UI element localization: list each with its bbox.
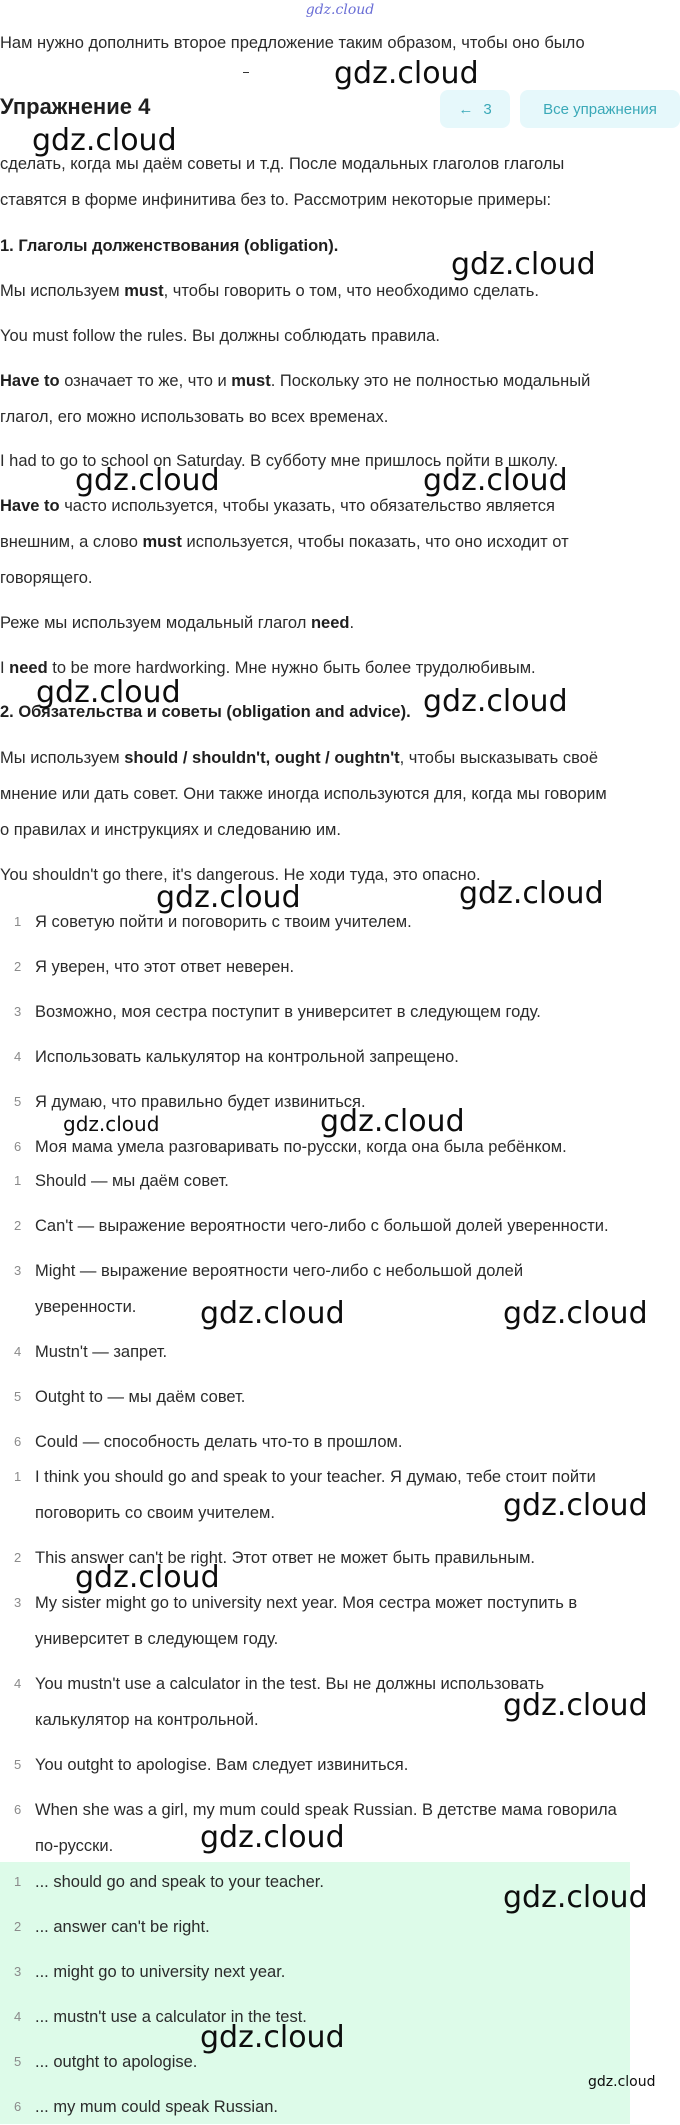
watermark: gdz.cloud: [503, 1296, 648, 1331]
text-part: часто используется, чтобы указать, что обязательство является: [59, 497, 555, 515]
text-part: внешним, а слово: [0, 533, 143, 551]
item-text: You mustn't use a calculator in the test. Вы не должны использовать: [35, 1675, 545, 1693]
watermark: gdz.cloud: [200, 1296, 345, 1331]
text-part: используется, чтобы показать, что оно исходит от: [181, 533, 569, 551]
item-number: 4: [14, 2009, 22, 2024]
item-text: My sister might go to university next year. Моя сестра может поступить в: [35, 1594, 578, 1612]
item-text: уверенности.: [35, 1298, 137, 1316]
answer-text: ... mustn't use a calculator in the test.: [35, 2008, 307, 2026]
text-part: to be more hardworking. Мне нужно быть более трудолюбивым.: [47, 659, 536, 677]
watermark: gdz.cloud: [200, 1820, 345, 1855]
text-bold: must: [124, 282, 164, 300]
item-text: I think you should go and speak to your teacher. Я думаю, тебе стоит пойти: [35, 1468, 596, 1486]
watermark: gdz.cloud: [459, 876, 604, 911]
item-text: университет в следующем году.: [35, 1630, 279, 1648]
item-number: 2: [14, 1919, 22, 1934]
theory-text: говорящего.: [0, 569, 93, 587]
item-number: 4: [14, 1676, 22, 1691]
answer-text: ... outght to apologise.: [35, 2053, 198, 2071]
theory-text: сделать, когда мы даём советы и т.д. После модальных глаголов глаголы: [0, 155, 565, 173]
item-text: You outght to apologise. Вам следует извиниться.: [35, 1756, 409, 1774]
item-number: 2: [14, 1550, 22, 1565]
text-bold: must: [142, 533, 182, 551]
watermark: gdz.cloud: [200, 2020, 345, 2055]
text-part: . Поскольку это не полностью модальный: [270, 372, 591, 390]
theory-text: [0, 524, 680, 560]
heading-text: 1. Глаголы долженствования (obligation).: [0, 237, 339, 255]
item-text: Моя мама умела разговаривать по-русски, когда она была ребёнком.: [35, 1138, 567, 1156]
item-number: 3: [14, 1004, 22, 1019]
theory-text: глагол, его можно использовать во всех временах.: [0, 408, 389, 426]
text-part: означает то же, что и: [59, 372, 232, 390]
exercise-title: Упражнение 4: [0, 94, 151, 119]
answer-text: ... my mum could speak Russian.: [35, 2098, 279, 2116]
arrow-left-icon: ←: [458, 100, 474, 118]
answer-text: ... answer can't be right.: [35, 1918, 210, 1936]
theory-text: [0, 740, 680, 776]
watermark: gdz.cloud: [451, 247, 596, 282]
heading-text: 2. Обязательства и советы (obligation and advice).: [0, 703, 411, 721]
theory-text: [0, 363, 680, 399]
item-number: 3: [14, 1964, 22, 1979]
example-sentence: I had to go to school on Saturday. В субботу мне пришлось пойти в школу.: [0, 452, 559, 470]
prev-exercise-label: 3: [483, 100, 492, 118]
site-logo[interactable]: gdz.cloud: [305, 2, 375, 18]
item-text: Outght to — мы даём совет.: [35, 1388, 246, 1406]
item-number: 6: [14, 1434, 22, 1449]
item-text: Mustn't — запрет.: [35, 1343, 168, 1361]
text-bold: Have to: [0, 372, 60, 390]
item-number: 1: [14, 1874, 22, 1889]
item-text: When she was a girl, my mum could speak Russian. В детстве мама говорила: [35, 1801, 617, 1819]
item-number: 5: [14, 1094, 22, 1109]
item-number: 1: [14, 1469, 22, 1484]
item-text: This answer can't be right. Этот ответ не может быть правильным.: [35, 1549, 536, 1567]
watermark: gdz.cloud: [423, 463, 568, 498]
item-text: калькулятор на контрольной.: [35, 1711, 259, 1729]
item-number: 6: [14, 2099, 22, 2114]
watermark: gdz.cloud: [503, 1880, 648, 1915]
item-number: 6: [14, 1802, 22, 1817]
item-number: 3: [14, 1595, 22, 1610]
watermark: gdz.cloud: [334, 56, 479, 91]
item-number: 5: [14, 2054, 22, 2069]
item-number: 5: [14, 1757, 22, 1772]
theory-text: ставятся в форме инфинитива без to. Рассмотрим некоторые примеры:: [0, 191, 552, 209]
text-part: .: [349, 614, 355, 632]
answer-text: ... might go to university next year.: [35, 1963, 286, 1981]
text-part: I: [0, 659, 10, 677]
item-number: 5: [14, 1389, 22, 1404]
item-text: Я советую пойти и поговорить с твоим учителем.: [35, 913, 412, 931]
text-bold: should / shouldn't, ought / oughtn't: [124, 749, 400, 767]
item-number: 4: [14, 1049, 22, 1064]
item-text: поговорить со своим учителем.: [35, 1504, 275, 1522]
item-text: Could — способность делать что-то в прошлом.: [35, 1433, 403, 1451]
item-text: Возможно, моя сестра поступит в университет в следующем году.: [35, 1003, 541, 1021]
text-part: , чтобы говорить о том, что необходимо сделать.: [163, 282, 539, 300]
watermark: gdz.cloud: [63, 1112, 160, 1136]
watermark: gdz.cloud: [423, 684, 568, 719]
item-number: 2: [14, 1218, 22, 1233]
watermark: gdz.cloud: [503, 1488, 648, 1523]
item-number: 3: [14, 1263, 22, 1278]
example-sentence: You must follow the rules. Вы должны соблюдать правила.: [0, 327, 440, 345]
prev-exercise-button[interactable]: [440, 90, 510, 128]
text-bold: Have to: [0, 497, 60, 515]
item-text: Might — выражение вероятности чего-либо с небольшой долей: [35, 1262, 524, 1280]
text-part: Реже мы используем модальный глагол: [0, 614, 311, 632]
watermark: gdz.cloud: [36, 675, 181, 710]
item-text: Can't — выражение вероятности чего-либо с большой долей уверенности.: [35, 1217, 609, 1235]
intro-text: Нам нужно дополнить второе предложение таким образом, чтобы оно было: [0, 34, 585, 52]
item-number: 4: [14, 1344, 22, 1359]
theory-text: мнение или дать совет. Они также иногда используются для, когда мы говорим: [0, 785, 607, 803]
item-number: 1: [14, 1173, 22, 1188]
example-sentence: You shouldn't go there, it's dangerous. Не ходи туда, это опасно.: [0, 866, 481, 884]
text-bold: must: [231, 372, 271, 390]
all-exercises-button[interactable]: Все упражнения: [520, 90, 680, 128]
watermark: gdz.cloud: [75, 463, 220, 498]
text-bold: need: [310, 614, 350, 632]
item-text: Использовать калькулятор на контрольной запрещено.: [35, 1048, 459, 1066]
text-part: , чтобы высказывать своё: [399, 749, 599, 767]
item-number: 6: [14, 1139, 22, 1154]
watermark: gdz.cloud: [75, 1560, 220, 1595]
watermark: gdz.cloud: [320, 1104, 465, 1139]
item-number: 2: [14, 959, 22, 974]
theory-text: [0, 605, 680, 641]
divider: [243, 72, 249, 73]
theory-text: о правилах и инструкциях и следованию им.: [0, 821, 341, 839]
watermark: gdz.cloud: [32, 123, 177, 158]
answer-text: ... should go and speak to your teacher.: [35, 1873, 324, 1891]
watermark: gdz.cloud: [156, 880, 301, 915]
item-text: Я думаю, что правильно будет извиниться.: [35, 1093, 366, 1111]
watermark: gdz.cloud: [503, 1688, 648, 1723]
item-text: Я уверен, что этот ответ неверен.: [35, 958, 295, 976]
watermark: gdz.cloud: [588, 2074, 656, 2090]
text-bold: need: [9, 659, 48, 677]
item-number: 1: [14, 914, 22, 929]
text-part: Мы используем: [0, 282, 125, 300]
text-part: Мы используем: [0, 749, 125, 767]
item-text: по-русски.: [35, 1837, 114, 1855]
item-text: Should — мы даём совет.: [35, 1172, 229, 1190]
